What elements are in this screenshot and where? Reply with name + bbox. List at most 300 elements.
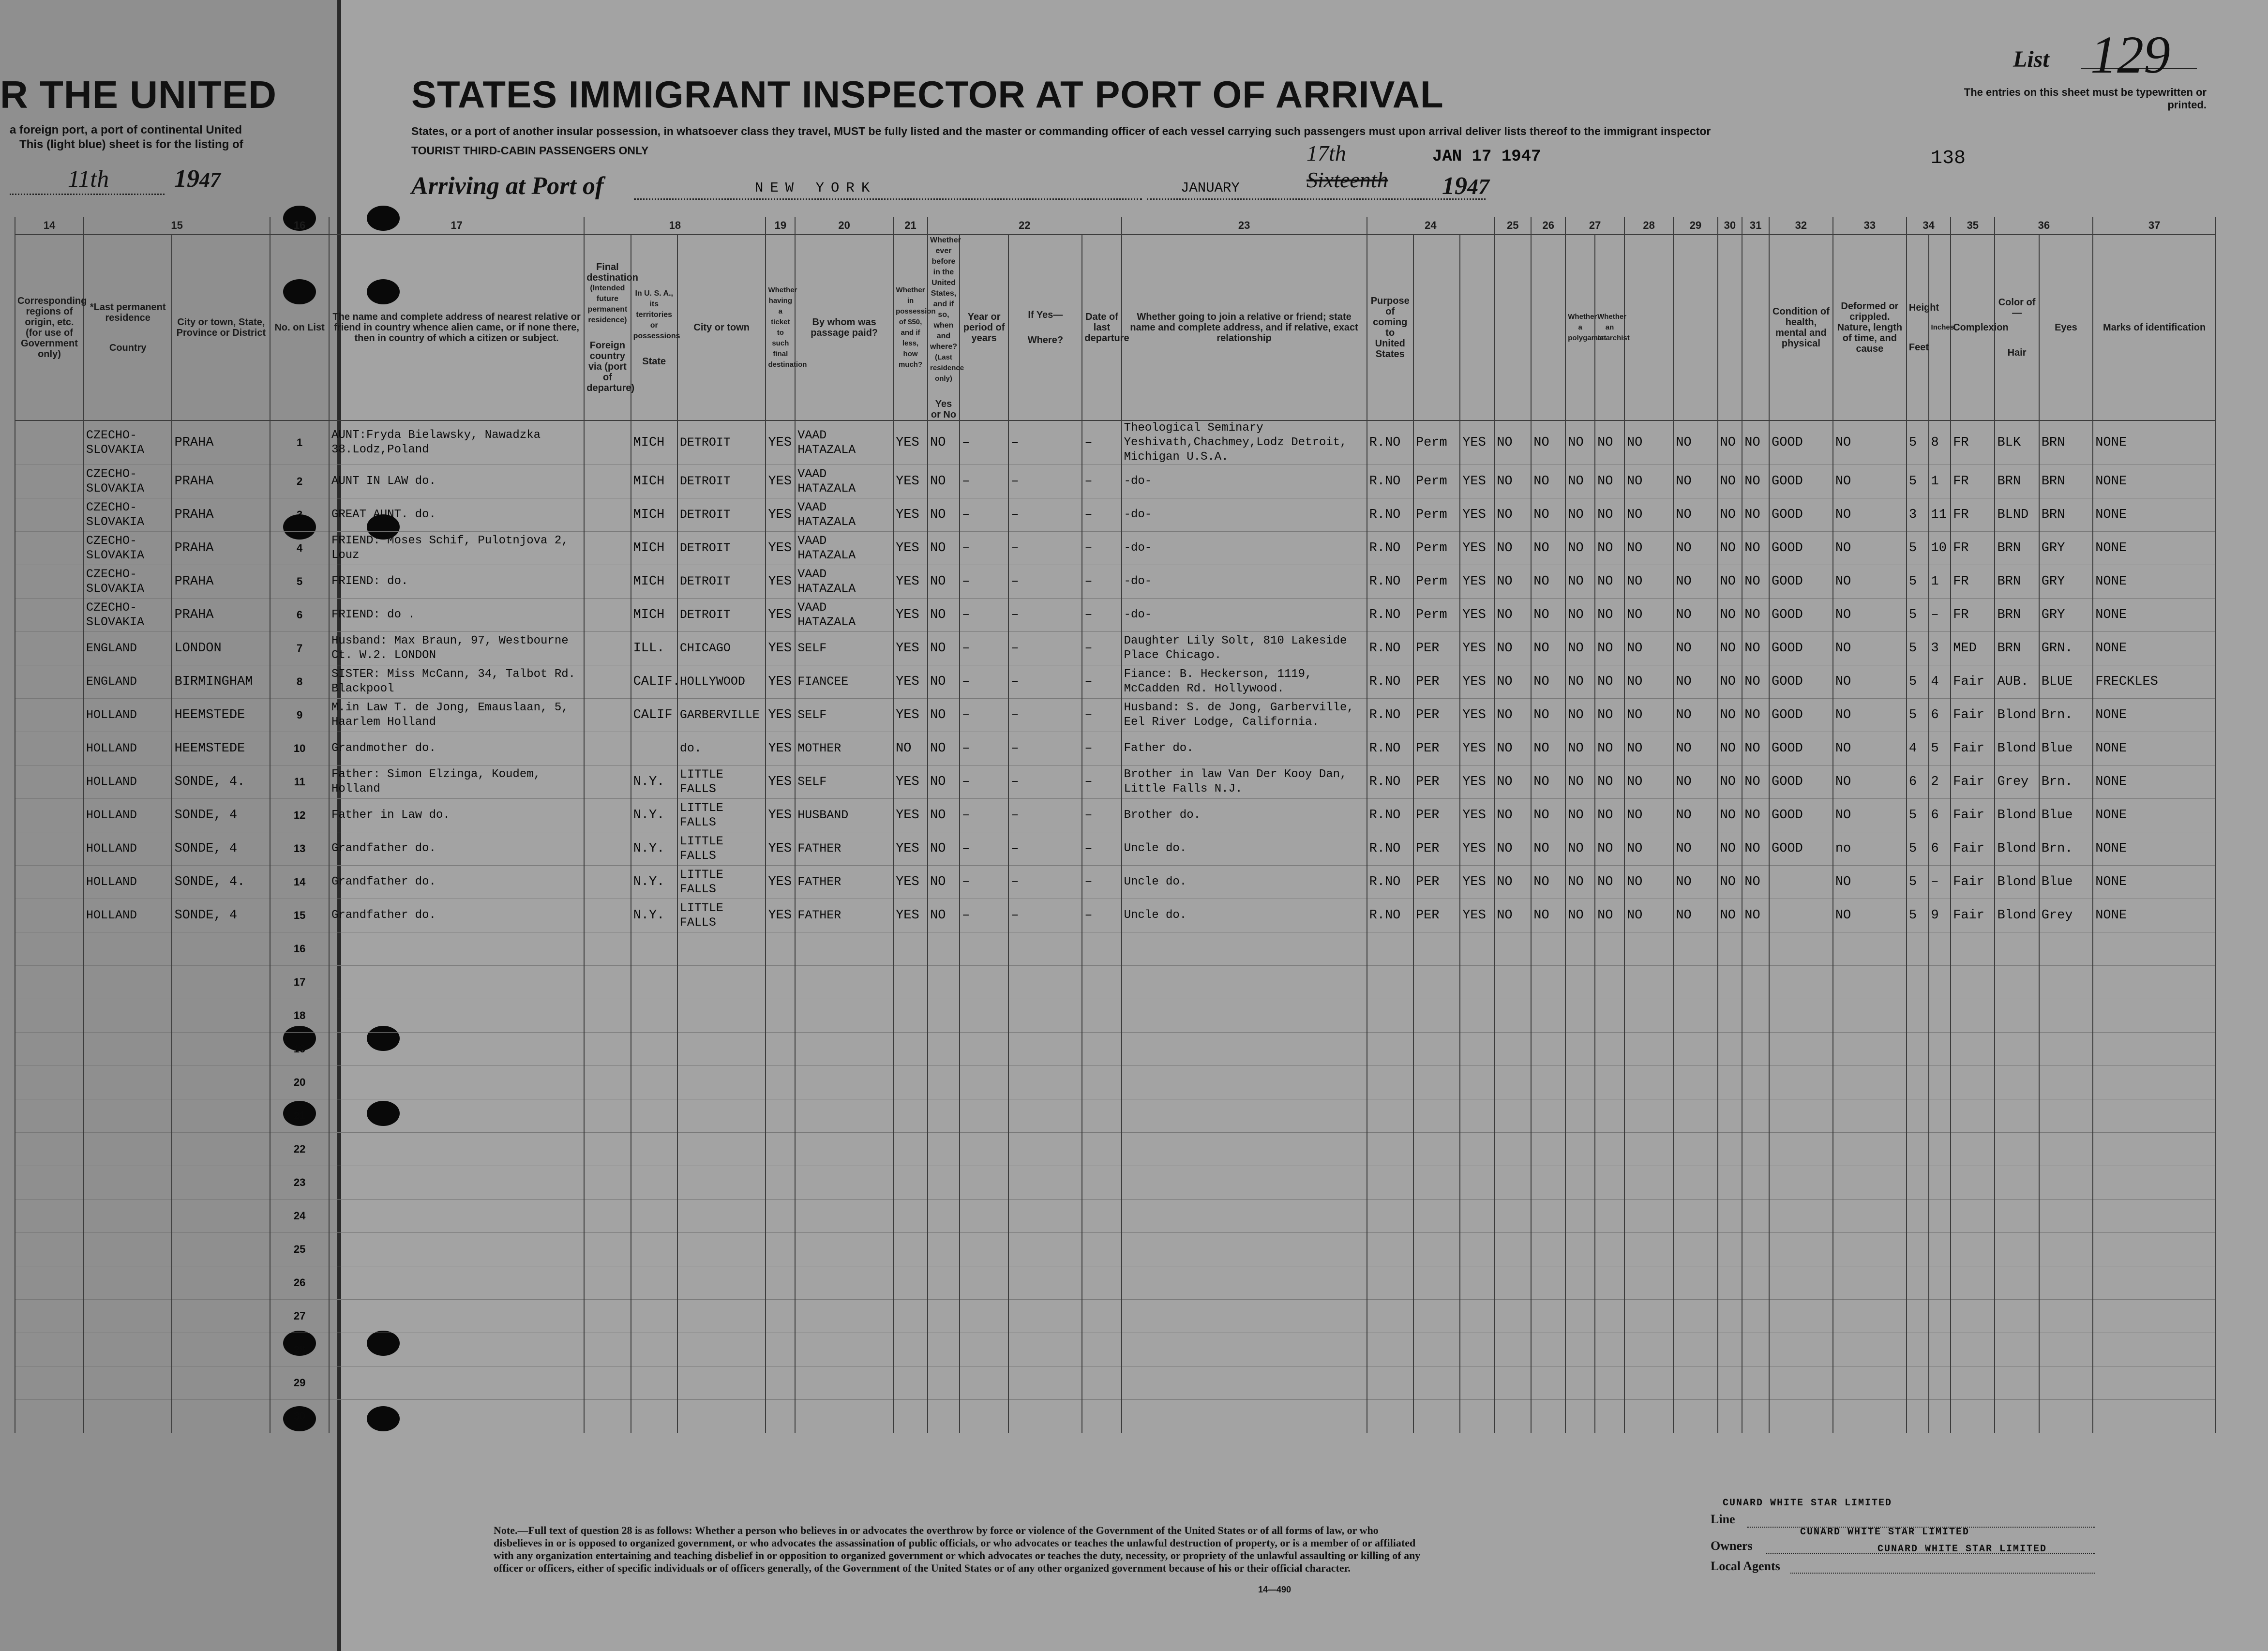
owners-stamp: CUNARD WHITE STAR LIMITED: [1800, 1527, 1970, 1538]
inches-cell: –: [1929, 599, 1951, 632]
joining-cell: Uncle do.: [1122, 866, 1367, 899]
deformed-cell: [1833, 1266, 1907, 1300]
page-title: STATES IMMIGRANT INSPECTOR AT PORT OF ARRIVAL: [411, 73, 1444, 116]
before-us-cell: [928, 1400, 960, 1433]
money-cell: [893, 1333, 928, 1366]
dest-city-cell: [677, 1033, 766, 1066]
deformed-cell: NO: [1833, 665, 1907, 699]
eyes-cell: [2039, 1133, 2093, 1166]
feet-cell: 5: [1907, 599, 1929, 632]
years-cell: –: [960, 866, 1008, 899]
complexion-cell: [1951, 1300, 1995, 1333]
relative-cell: Grandfather do.: [329, 899, 584, 932]
q25-cell: [1494, 1099, 1531, 1133]
purpose-cell-c: [1460, 1300, 1494, 1333]
anarchist-cell: NO: [1595, 632, 1624, 665]
eyes-cell: GRY: [2039, 532, 2093, 565]
joining-cell: [1122, 932, 1367, 966]
before-us-cell: NO: [928, 420, 960, 465]
health-cell: [1769, 1300, 1833, 1333]
purpose-cell-b: [1413, 1133, 1460, 1166]
dest-city-cell: LITTLE FALLS: [677, 866, 766, 899]
anarchist-cell: [1595, 1366, 1624, 1400]
q28-cell: NO: [1624, 599, 1673, 632]
before-us-cell: [928, 1133, 960, 1166]
marks-cell: [2093, 1266, 2216, 1300]
purpose-cell-c: YES: [1460, 565, 1494, 599]
q26-cell: [1531, 932, 1565, 966]
inches-cell: 5: [1929, 732, 1951, 765]
eyes-cell: [2039, 1266, 2093, 1300]
empty-table-row: [15, 1333, 2216, 1366]
q28-cell: [1624, 1366, 1673, 1400]
anarchist-cell: [1595, 1300, 1624, 1333]
money-cell: YES: [893, 799, 928, 832]
departure-date-cell: –: [1082, 532, 1121, 565]
where-cell: [1008, 1033, 1082, 1066]
marks-cell: [2093, 1033, 2216, 1066]
deformed-cell: [1833, 1333, 1907, 1366]
q25-cell: [1494, 1400, 1531, 1433]
region-cell: [15, 1333, 84, 1366]
marks-cell: [2093, 999, 2216, 1033]
passage-cell: VAAD HATAZALA: [795, 599, 893, 632]
city-cell: PRAHA: [172, 599, 270, 632]
q25-cell: NO: [1494, 899, 1531, 932]
q28-cell: [1624, 932, 1673, 966]
years-cell: –: [960, 565, 1008, 599]
q25-cell: NO: [1494, 665, 1531, 699]
hair-cell: [1995, 1400, 2039, 1433]
region-cell: [15, 1233, 84, 1266]
complexion-cell: [1951, 1099, 1995, 1133]
hair-cell: [1995, 932, 2039, 966]
column-number: 32: [1769, 217, 1833, 235]
marks-cell: NONE: [2093, 420, 2216, 465]
hair-cell: [1995, 1133, 2039, 1166]
before-us-cell: NO: [928, 565, 960, 599]
marks-cell: [2093, 1333, 2216, 1366]
where-cell: [1008, 1366, 1082, 1400]
where-cell: [1008, 1166, 1082, 1200]
eyes-cell: Grey: [2039, 899, 2093, 932]
relative-cell: Father in Law do.: [329, 799, 584, 832]
joining-cell: [1122, 1233, 1367, 1266]
feet-cell: 5: [1907, 465, 1929, 498]
via-cell: [584, 532, 631, 565]
dest-city-cell: LITTLE FALLS: [677, 832, 766, 866]
q29-cell: NO: [1673, 599, 1717, 632]
marks-cell: NONE: [2093, 899, 2216, 932]
health-cell: [1769, 1066, 1833, 1099]
q26-cell: [1531, 1133, 1565, 1166]
via-cell: [584, 1333, 631, 1366]
relative-cell: [329, 1099, 584, 1133]
departure-date-cell: –: [1082, 866, 1121, 899]
col-header-hair: Color of— Hair: [1995, 235, 2039, 420]
before-us-cell: NO: [928, 599, 960, 632]
feet-cell: 5: [1907, 832, 1929, 866]
list-number-cell: 2: [270, 465, 329, 498]
table-row: [15, 532, 2216, 565]
q30-cell: NO: [1718, 420, 1742, 465]
column-number: 16: [270, 217, 329, 235]
polygamist-cell: NO: [1565, 699, 1595, 732]
purpose-cell-c: YES: [1460, 765, 1494, 799]
region-cell: [15, 665, 84, 699]
anarchist-cell: [1595, 1266, 1624, 1300]
country-cell: [84, 966, 172, 999]
via-cell: [584, 1233, 631, 1266]
polygamist-cell: [1565, 1300, 1595, 1333]
purpose-cell: R.NO: [1367, 420, 1413, 465]
q30-cell: NO: [1718, 732, 1742, 765]
inches-cell: [1929, 1133, 1951, 1166]
inches-cell: [1929, 966, 1951, 999]
hair-cell: AUB.: [1995, 665, 2039, 699]
col-header-dest-city: City or town: [677, 235, 766, 420]
feet-cell: [1907, 1400, 1929, 1433]
hair-cell: Blond: [1995, 799, 2039, 832]
q30-cell: [1718, 1033, 1742, 1066]
hair-cell: BRN: [1995, 532, 2039, 565]
q29-cell: NO: [1673, 498, 1717, 532]
departure-date-cell: [1082, 1300, 1121, 1333]
years-cell: –: [960, 832, 1008, 866]
region-cell: [15, 699, 84, 732]
table-row: [15, 765, 2216, 799]
left-date-year: 1947: [174, 165, 221, 193]
ticket-cell: YES: [766, 565, 795, 599]
years-cell: [960, 1333, 1008, 1366]
marks-cell: [2093, 932, 2216, 966]
purpose-cell: R.NO: [1367, 498, 1413, 532]
via-cell: [584, 899, 631, 932]
empty-table-row: [15, 1366, 2216, 1400]
agents-stamp: CUNARD WHITE STAR LIMITED: [1877, 1544, 2047, 1555]
relative-cell: [329, 1266, 584, 1300]
relative-cell: Grandfather do.: [329, 866, 584, 899]
q28-cell: [1624, 1033, 1673, 1066]
inches-cell: [1929, 1266, 1951, 1300]
departure-date-cell: –: [1082, 699, 1121, 732]
column-number: 18: [584, 217, 766, 235]
empty-table-row: [15, 966, 2216, 999]
purpose-cell-b: [1413, 999, 1460, 1033]
city-cell: [172, 1300, 270, 1333]
dest-city-cell: [677, 1166, 766, 1200]
eyes-cell: Blue: [2039, 799, 2093, 832]
departure-date-cell: [1082, 1400, 1121, 1433]
dest-city-cell: DETROIT: [677, 465, 766, 498]
health-cell: [1769, 966, 1833, 999]
money-cell: YES: [893, 632, 928, 665]
col-header-purpose-b: [1413, 235, 1460, 420]
q26-cell: [1531, 1333, 1565, 1366]
q31-cell: [1742, 1066, 1769, 1099]
ticket-cell: [766, 1266, 795, 1300]
dest-city-cell: DETROIT: [677, 565, 766, 599]
inches-cell: [1929, 1099, 1951, 1133]
money-cell: [893, 1099, 928, 1133]
q30-cell: NO: [1718, 899, 1742, 932]
q31-cell: [1742, 1400, 1769, 1433]
city-cell: [172, 1066, 270, 1099]
table-row: [15, 899, 2216, 932]
country-cell: HOLLAND: [84, 832, 172, 866]
money-cell: [893, 1400, 928, 1433]
eyes-cell: [2039, 932, 2093, 966]
col-header-state: In U. S. A., its territories or possessions State: [631, 235, 677, 420]
anarchist-cell: NO: [1595, 565, 1624, 599]
port-line: [634, 198, 1142, 200]
region-cell: [15, 732, 84, 765]
before-us-cell: NO: [928, 665, 960, 699]
anarchist-cell: [1595, 1099, 1624, 1133]
complexion-cell: [1951, 1233, 1995, 1266]
eyes-cell: [2039, 1400, 2093, 1433]
joining-cell: [1122, 1133, 1367, 1166]
where-cell: [1008, 1099, 1082, 1133]
q31-cell: NO: [1742, 498, 1769, 532]
q28-cell: NO: [1624, 832, 1673, 866]
purpose-cell: R.NO: [1367, 732, 1413, 765]
complexion-cell: MED: [1951, 632, 1995, 665]
list-number-cell: 4: [270, 532, 329, 565]
eyes-cell: Brn.: [2039, 765, 2093, 799]
q26-cell: NO: [1531, 832, 1565, 866]
complexion-cell: [1951, 932, 1995, 966]
entries-note: The entries on this sheet must be typewritten or printed.: [1964, 86, 2207, 111]
ticket-cell: YES: [766, 732, 795, 765]
marks-cell: NONE: [2093, 632, 2216, 665]
q31-cell: [1742, 1133, 1769, 1166]
departure-date-cell: –: [1082, 420, 1121, 465]
health-cell: [1769, 1200, 1833, 1233]
country-cell: CZECHO-SLOVAKIA: [84, 498, 172, 532]
q25-cell: NO: [1494, 465, 1531, 498]
q25-cell: [1494, 1066, 1531, 1099]
purpose-cell: [1367, 966, 1413, 999]
q29-cell: NO: [1673, 799, 1717, 832]
passage-cell: FATHER: [795, 832, 893, 866]
passage-cell: [795, 1166, 893, 1200]
years-cell: [960, 999, 1008, 1033]
joining-cell: [1122, 1300, 1367, 1333]
dest-city-cell: GARBERVILLE: [677, 699, 766, 732]
q30-cell: [1718, 1300, 1742, 1333]
city-cell: SONDE, 4: [172, 899, 270, 932]
money-cell: [893, 1300, 928, 1333]
city-cell: [172, 999, 270, 1033]
q25-cell: [1494, 1200, 1531, 1233]
years-cell: [960, 1266, 1008, 1300]
anarchist-cell: [1595, 999, 1624, 1033]
dest-city-cell: [677, 1300, 766, 1333]
hair-cell: [1995, 1099, 2039, 1133]
list-number-cell: 7: [270, 632, 329, 665]
passage-cell: VAAD HATAZALA: [795, 465, 893, 498]
years-cell: –: [960, 498, 1008, 532]
col-header-country: *Last permanent residence Country: [84, 235, 172, 420]
state-cell: [631, 1366, 677, 1400]
passage-cell: [795, 932, 893, 966]
country-cell: ENGLAND: [84, 665, 172, 699]
before-us-cell: NO: [928, 498, 960, 532]
years-cell: –: [960, 665, 1008, 699]
city-cell: HEEMSTEDE: [172, 732, 270, 765]
purpose-cell: [1367, 1333, 1413, 1366]
dest-city-cell: [677, 1233, 766, 1266]
health-cell: [1769, 932, 1833, 966]
q28-cell: [1624, 1400, 1673, 1433]
deformed-cell: NO: [1833, 465, 1907, 498]
city-cell: [172, 1033, 270, 1066]
via-cell: [584, 420, 631, 465]
left-date-line: [10, 165, 165, 195]
years-cell: [960, 1133, 1008, 1166]
feet-cell: [1907, 999, 1929, 1033]
region-cell: [15, 1033, 84, 1066]
purpose-cell-c: YES: [1460, 799, 1494, 832]
departure-date-cell: –: [1082, 799, 1121, 832]
q25-cell: [1494, 966, 1531, 999]
q30-cell: NO: [1718, 498, 1742, 532]
col-header-joining: Whether going to join a relative or friend; state name and complete address, and if relative, exact relationship: [1122, 235, 1367, 420]
q26-cell: NO: [1531, 420, 1565, 465]
anarchist-cell: NO: [1595, 420, 1624, 465]
inches-cell: 9: [1929, 899, 1951, 932]
region-cell: [15, 1300, 84, 1333]
country-cell: [84, 1366, 172, 1400]
departure-date-cell: –: [1082, 732, 1121, 765]
before-us-cell: [928, 1166, 960, 1200]
health-cell: [1769, 1133, 1833, 1166]
joining-cell: Theological Seminary Yeshivath,Chachmey,Lodz Detroit, Michigan U.S.A.: [1122, 420, 1367, 465]
ticket-cell: [766, 999, 795, 1033]
money-cell: YES: [893, 565, 928, 599]
years-cell: [960, 1400, 1008, 1433]
col-header-deformed: Deformed or crippled. Nature, length of time, and cause: [1833, 235, 1907, 420]
complexion-cell: Fair: [1951, 765, 1995, 799]
dest-city-cell: LITTLE FALLS: [677, 799, 766, 832]
q28-cell: NO: [1624, 465, 1673, 498]
empty-table-row: [15, 1033, 2216, 1066]
complexion-cell: [1951, 1033, 1995, 1066]
purpose-cell: R.NO: [1367, 632, 1413, 665]
marks-cell: [2093, 1300, 2216, 1333]
city-cell: PRAHA: [172, 532, 270, 565]
health-cell: [1769, 1333, 1833, 1366]
eyes-cell: [2039, 1099, 2093, 1133]
purpose-cell-c: YES: [1460, 498, 1494, 532]
date-line: [1147, 198, 1486, 200]
eyes-cell: [2039, 999, 2093, 1033]
years-cell: –: [960, 732, 1008, 765]
list-number-cell: 15: [270, 899, 329, 932]
q31-cell: NO: [1742, 799, 1769, 832]
health-cell: GOOD: [1769, 732, 1833, 765]
health-cell: [1769, 866, 1833, 899]
q31-cell: NO: [1742, 532, 1769, 565]
hair-cell: [1995, 1200, 2039, 1233]
where-cell: –: [1008, 498, 1082, 532]
feet-cell: [1907, 1099, 1929, 1133]
q30-cell: [1718, 1200, 1742, 1233]
passage-cell: FATHER: [795, 899, 893, 932]
relative-cell: [329, 1300, 584, 1333]
inches-cell: 10: [1929, 532, 1951, 565]
joining-cell: [1122, 1033, 1367, 1066]
feet-cell: [1907, 1266, 1929, 1300]
column-number: 20: [795, 217, 893, 235]
purpose-cell-b: [1413, 1066, 1460, 1099]
years-cell: [960, 932, 1008, 966]
years-cell: –: [960, 632, 1008, 665]
region-cell: [15, 420, 84, 465]
col-header-last-departure: Date of last departure: [1082, 235, 1121, 420]
col-header-city: City or town, State, Province or District: [172, 235, 270, 420]
polygamist-cell: [1565, 1266, 1595, 1300]
list-number-cell: 14: [270, 866, 329, 899]
q25-cell: [1494, 1333, 1531, 1366]
inches-cell: [1929, 932, 1951, 966]
purpose-cell-c: [1460, 1366, 1494, 1400]
money-cell: YES: [893, 765, 928, 799]
q31-cell: [1742, 1333, 1769, 1366]
inches-cell: 1: [1929, 565, 1951, 599]
eyes-cell: BRN: [2039, 465, 2093, 498]
column-number: 25: [1494, 217, 1531, 235]
polygamist-cell: NO: [1565, 632, 1595, 665]
table-row: [15, 565, 2216, 599]
q30-cell: NO: [1718, 599, 1742, 632]
col-header-complexion: Complexion: [1951, 235, 1995, 420]
line-label: Line: [1711, 1512, 1735, 1526]
q28-cell: NO: [1624, 765, 1673, 799]
ticket-cell: YES: [766, 899, 795, 932]
health-cell: [1769, 1266, 1833, 1300]
state-cell: N.Y.: [631, 899, 677, 932]
passage-cell: [795, 999, 893, 1033]
q26-cell: [1531, 1066, 1565, 1099]
via-cell: [584, 599, 631, 632]
before-us-cell: NO: [928, 699, 960, 732]
money-cell: YES: [893, 866, 928, 899]
deformed-cell: [1833, 1400, 1907, 1433]
q28-cell: NO: [1624, 699, 1673, 732]
q29-cell: NO: [1673, 832, 1717, 866]
q30-cell: NO: [1718, 665, 1742, 699]
q29-cell: NO: [1673, 699, 1717, 732]
polygamist-cell: [1565, 1099, 1595, 1133]
purpose-cell-b: Perm: [1413, 565, 1460, 599]
hair-cell: [1995, 1366, 2039, 1400]
anarchist-cell: NO: [1595, 465, 1624, 498]
relative-cell: M.in Law T. de Jong, Emauslaan, 5, Haarlem Holland: [329, 699, 584, 732]
purpose-cell: R.NO: [1367, 699, 1413, 732]
q31-cell: NO: [1742, 866, 1769, 899]
footer-note: Note.—Full text of question 28 is as follows: Whether a person who believes in or advocates the overthrow by force or violence of the Government of the United States or of all forms of law, or who disbelieves in or is opposed to organized government, or who advocates the assassination of public officials, or who advocates or teaches the unlawful destruction of property, or is a member of or affiliated with any organization entertaining and teaching disbelief in or opposition to organized government or which advocates or teaches the duty, necessity, or propriety of the unlawful assaulting or killing of any officer or officers, either of specific individuals or of officers generally, of the Government of the United States or of any other organized government because of his or their official character.: [494, 1524, 1421, 1574]
q31-cell: [1742, 1033, 1769, 1066]
city-cell: [172, 1333, 270, 1366]
money-cell: YES: [893, 665, 928, 699]
q28-cell: [1624, 1300, 1673, 1333]
col-header-anarchist: Whether an anarchist: [1595, 235, 1624, 420]
q26-cell: NO: [1531, 799, 1565, 832]
col-header-relative: The name and complete address of nearest relative or friend in country whence alien came, or if none there, then in country of which a citizen or subject.: [329, 235, 584, 420]
state-cell: CALIF.: [631, 665, 677, 699]
